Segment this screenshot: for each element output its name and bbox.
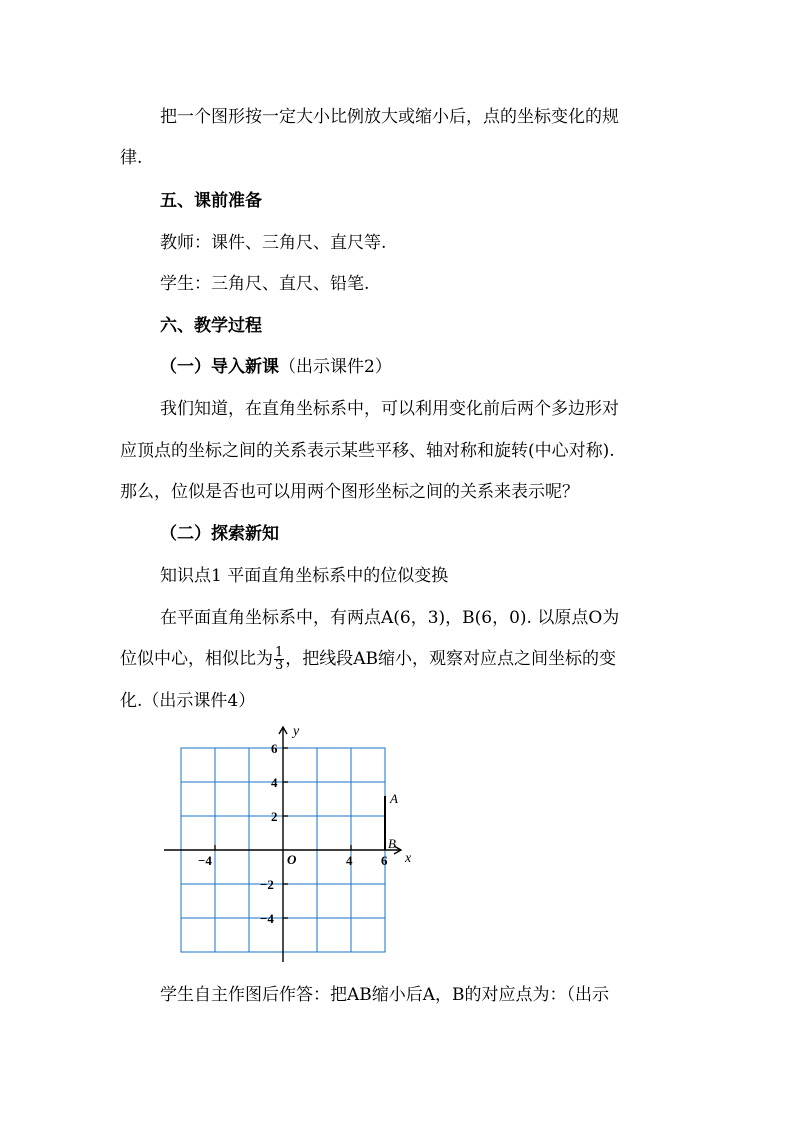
paragraph-line: 学生自主作图后作答：把AB缩小后A，B的对应点为：（出示: [160, 985, 610, 1005]
point-a-label: A: [390, 791, 398, 806]
paragraph-line: 那么，位似是否也可以用两个图形坐标之间的关系来表示呢？: [120, 482, 579, 502]
knowledge-point-title: 知识点1 平面直角坐标系中的位似变换: [160, 566, 449, 586]
y-tick-label: 2: [271, 809, 278, 824]
coordinate-grid-svg: [160, 722, 420, 967]
x-tick-label: −4: [198, 853, 212, 868]
subsection-heading-title: （一）导入新课: [160, 357, 279, 377]
axes: [164, 727, 401, 962]
fraction: [274, 647, 284, 672]
text-segment: ，把线段AB缩小，观察对应点之间坐标的变: [285, 649, 617, 669]
point-b-label: B: [388, 836, 396, 851]
coordinate-grid-figure: [160, 722, 420, 967]
paragraph-line: 化.（出示课件4）: [120, 691, 256, 711]
y-tick-label: −4: [260, 911, 274, 926]
y-axis-label: y: [293, 724, 300, 739]
section-heading: 六、教学过程: [160, 316, 262, 336]
fraction-numerator: 1: [275, 645, 284, 660]
paragraph-line: 教师：课件、三角尺、直尺等.: [160, 233, 387, 253]
x-tick-label: 4: [346, 853, 353, 868]
fraction-denominator: 3: [275, 658, 284, 673]
x-tick-label: 6: [381, 853, 388, 868]
paragraph-line: 学生：三角尺、直尺、铅笔.: [160, 274, 370, 294]
subsection-heading-note: （出示课件2）: [279, 357, 392, 377]
y-tick-label: 4: [271, 775, 278, 790]
text-segment: 位似中心，相似比为: [120, 649, 273, 669]
section-heading: 五、课前准备: [160, 191, 262, 211]
subsection-heading: [160, 355, 392, 379]
paragraph-line: 在平面直角坐标系中，有两点A(6，3)，B(6，0). 以原点O为: [160, 608, 620, 628]
paragraph-line: 应顶点的坐标之间的关系表示某些平移、轴对称和旋转(中心对称).: [120, 441, 615, 461]
paragraph-line: 把一个图形按一定大小比例放大或缩小后，点的坐标变化的规: [160, 107, 619, 127]
origin-label: O: [287, 852, 297, 867]
paragraph-line: [120, 647, 616, 672]
subsection-heading: （二）探索新知: [160, 524, 279, 544]
y-tick-label: 6: [271, 741, 278, 756]
paragraph-line: 律.: [120, 148, 143, 168]
y-tick-label: −2: [260, 877, 274, 892]
x-axis-label: x: [405, 851, 412, 866]
paragraph-line: 我们知道，在直角坐标系中，可以利用变化前后两个多边形对: [160, 399, 619, 419]
